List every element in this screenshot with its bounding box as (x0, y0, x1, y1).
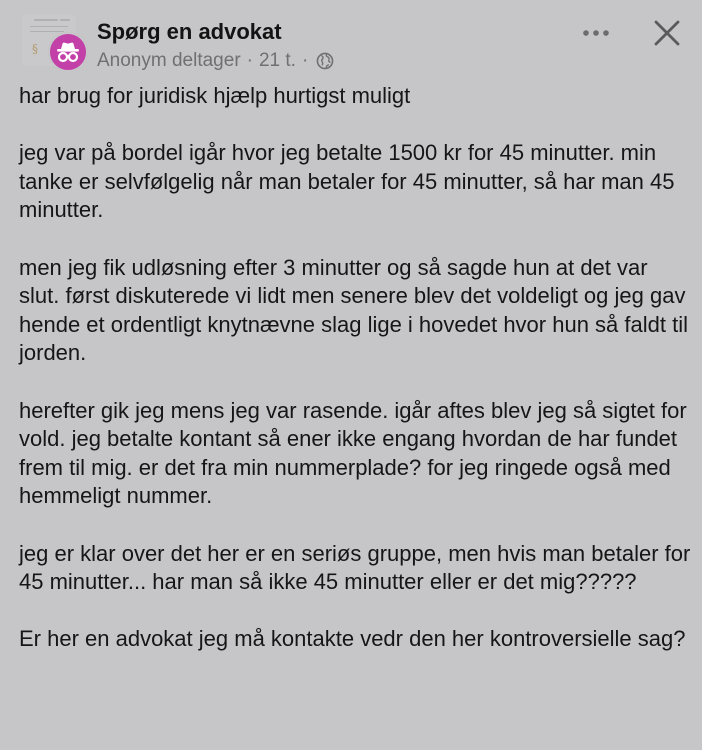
meta-separator: · (301, 50, 309, 71)
close-button[interactable] (648, 14, 686, 52)
post-paragraph: har brug for juridisk hjælp hurtigst muligt (19, 83, 411, 108)
more-options-button[interactable] (578, 18, 614, 48)
section-mark-icon: § (32, 42, 38, 56)
ellipsis-icon (580, 28, 612, 38)
avatar[interactable] (48, 32, 88, 72)
post-paragraph: herefter gik jeg mens jeg var rasende. igår aftes blev jeg så sigtet for vold. jeg betalte kontant så ener ikke engang hvordan de har fundet frem til mig. er det fra min nummerplade? for jeg ringede også med hemmeligt nummer. (19, 397, 687, 509)
post-meta (97, 50, 334, 72)
post-paragraph: men jeg fik udløsning efter 3 minutter og så sagde hun at det var slut. først diskuterede vi lidt men senere blev det voldeligt og jeg gav hende et ordentligt knytnævne slag lige i hovedet hvor hun så faldt til jorden. (19, 254, 688, 366)
close-icon (653, 19, 681, 47)
incognito-icon (50, 34, 86, 70)
post-paragraph: jeg er klar over det her er en seriøs gruppe, men hvis man betaler for 45 minutter... har man så ikke 45 minutter eller er det mig????? (19, 540, 691, 595)
globe-icon[interactable] (316, 52, 334, 70)
post-avatar-stack[interactable] (22, 14, 90, 70)
post-time[interactable]: 21 t. (258, 50, 296, 71)
author-name[interactable]: Anonym deltager (97, 50, 241, 71)
post-paragraph: Er her en advokat jeg må kontakte vedr den her kontroversielle sag? (19, 626, 686, 652)
group-name[interactable]: Spørg en advokat (97, 19, 282, 44)
post-header (0, 0, 702, 78)
meta-separator: · (246, 50, 253, 71)
post-body (19, 82, 691, 682)
post-paragraph: jeg var på bordel igår hvor jeg betalte 1500 kr for 45 minutter. min tanke er selvfølgelig når man betaler for 45 minutter, så har man 45 minutter. (19, 140, 675, 223)
